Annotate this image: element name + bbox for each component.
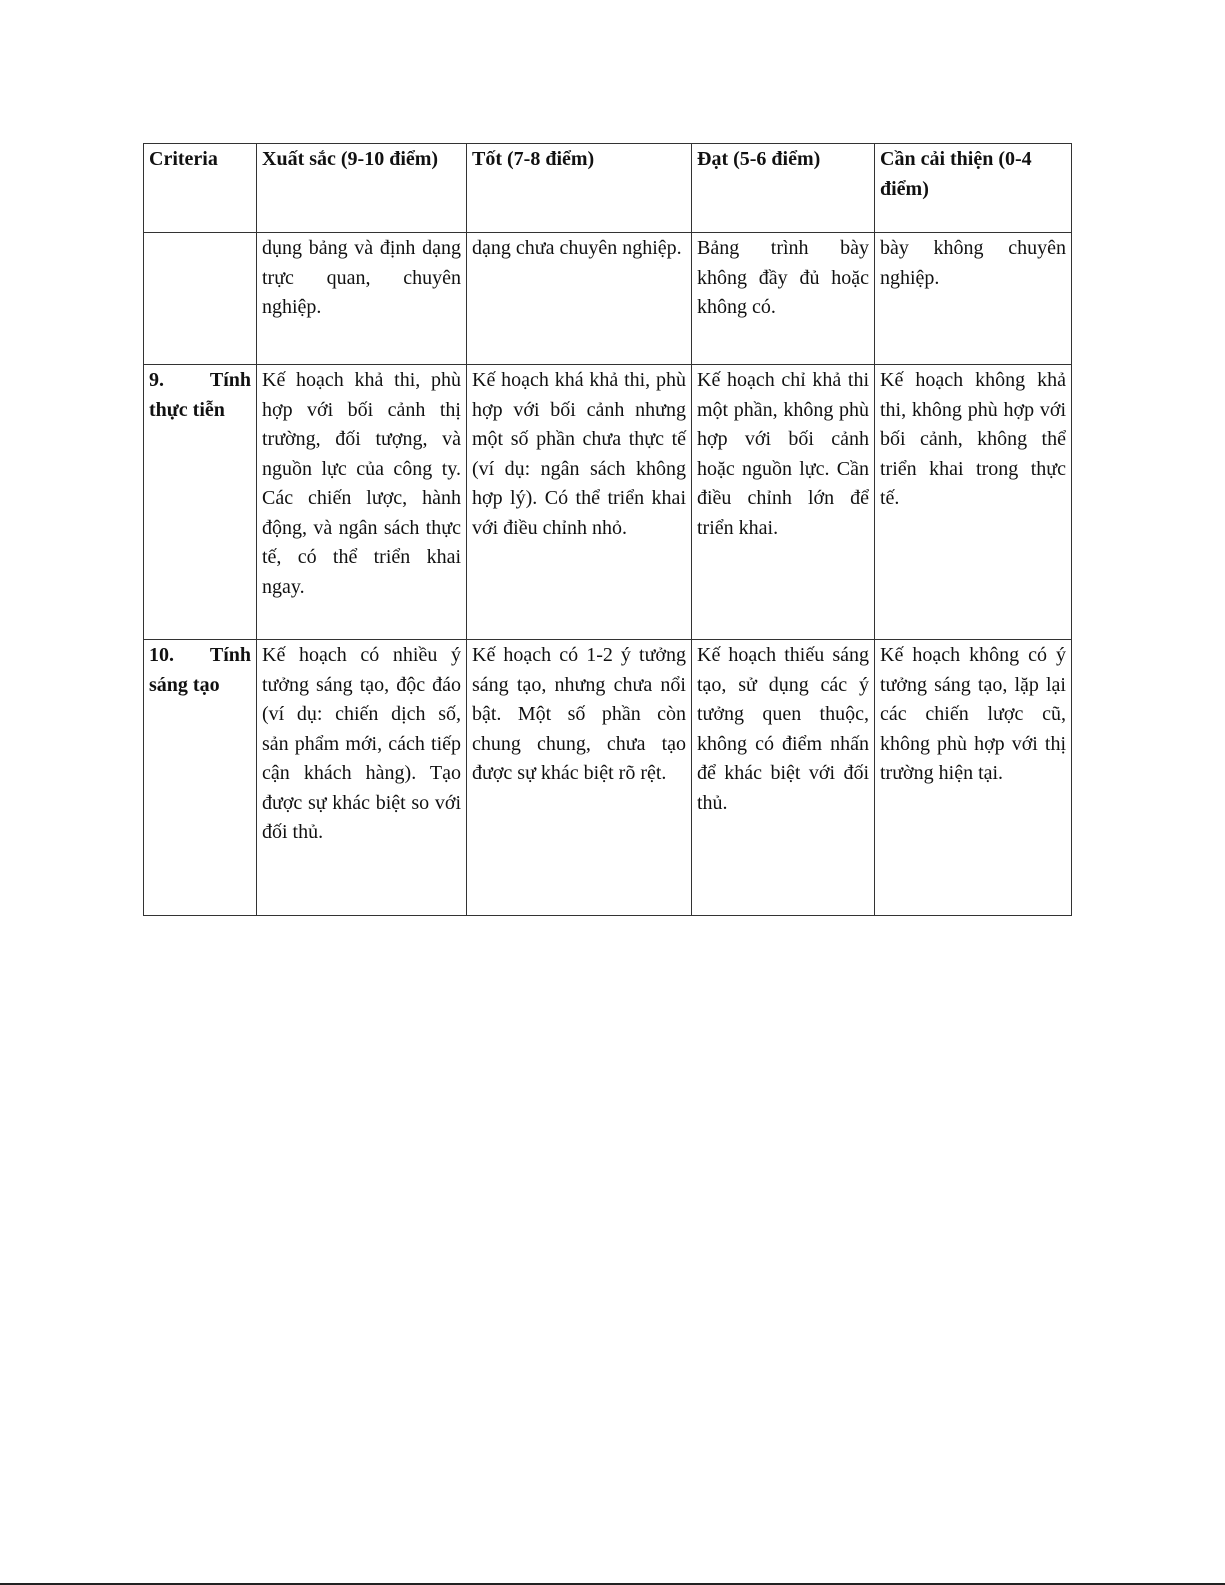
cell-good: dạng chưa chuyên nghiệp. bbox=[467, 233, 692, 365]
header-improve: Cần cải thiện (0-4 điểm) bbox=[875, 144, 1072, 233]
header-good: Tốt (7-8 điểm) bbox=[467, 144, 692, 233]
row-criteria bbox=[144, 233, 257, 365]
table-header-row bbox=[144, 144, 1072, 233]
header-pass: Đạt (5-6 điểm) bbox=[692, 144, 875, 233]
cell-excellent: Kế hoạch có nhiều ý tưởng sáng tạo, độc đáo (ví dụ: chiến dịch số, sản phẩm mới, cách tiếp cận khách hàng). Tạo được sự khác biệt so với đối thủ. bbox=[257, 640, 467, 916]
table-row bbox=[144, 365, 1072, 640]
row-criteria: 9. Tính thực tiễn bbox=[144, 365, 257, 640]
cell-improve: Kế hoạch không có ý tưởng sáng tạo, lặp lại các chiến lược cũ, không phù hợp với thị trường hiện tại. bbox=[875, 640, 1072, 916]
row-criteria: 10. Tính sáng tạo bbox=[144, 640, 257, 916]
cell-pass: Kế hoạch chỉ khả thi một phần, không phù hợp với bối cảnh hoặc nguồn lực. Cần điều chỉnh lớn để triển khai. bbox=[692, 365, 875, 640]
table-row bbox=[144, 640, 1072, 916]
cell-good: Kế hoạch có 1-2 ý tưởng sáng tạo, nhưng chưa nổi bật. Một số phần còn chung chung, chưa tạo được sự khác biệt rõ rệt. bbox=[467, 640, 692, 916]
cell-improve: Kế hoạch không khả thi, không phù hợp với bối cảnh, không thể triển khai trong thực tế. bbox=[875, 365, 1072, 640]
cell-good: Kế hoạch khá khả thi, phù hợp với bối cảnh nhưng một số phần chưa thực tế (ví dụ: ngân sách không hợp lý). Có thể triển khai với điều chỉnh nhỏ. bbox=[467, 365, 692, 640]
rubric-table bbox=[143, 143, 1072, 916]
cell-improve: bày không chuyên nghiệp. bbox=[875, 233, 1072, 365]
cell-pass: Bảng trình bày không đầy đủ hoặc không có. bbox=[692, 233, 875, 365]
header-excellent: Xuất sắc (9-10 điểm) bbox=[257, 144, 467, 233]
cell-pass: Kế hoạch thiếu sáng tạo, sử dụng các ý tưởng quen thuộc, không có điểm nhấn để khác biệt với đối thủ. bbox=[692, 640, 875, 916]
cell-excellent: dụng bảng và định dạng trực quan, chuyên nghiệp. bbox=[257, 233, 467, 365]
cell-excellent: Kế hoạch khả thi, phù hợp với bối cảnh thị trường, đối tượng, và nguồn lực của công ty. Các chiến lược, hành động, và ngân sách thực tế, có thể triển khai ngay. bbox=[257, 365, 467, 640]
header-criteria: Criteria bbox=[144, 144, 257, 233]
table-row bbox=[144, 233, 1072, 365]
